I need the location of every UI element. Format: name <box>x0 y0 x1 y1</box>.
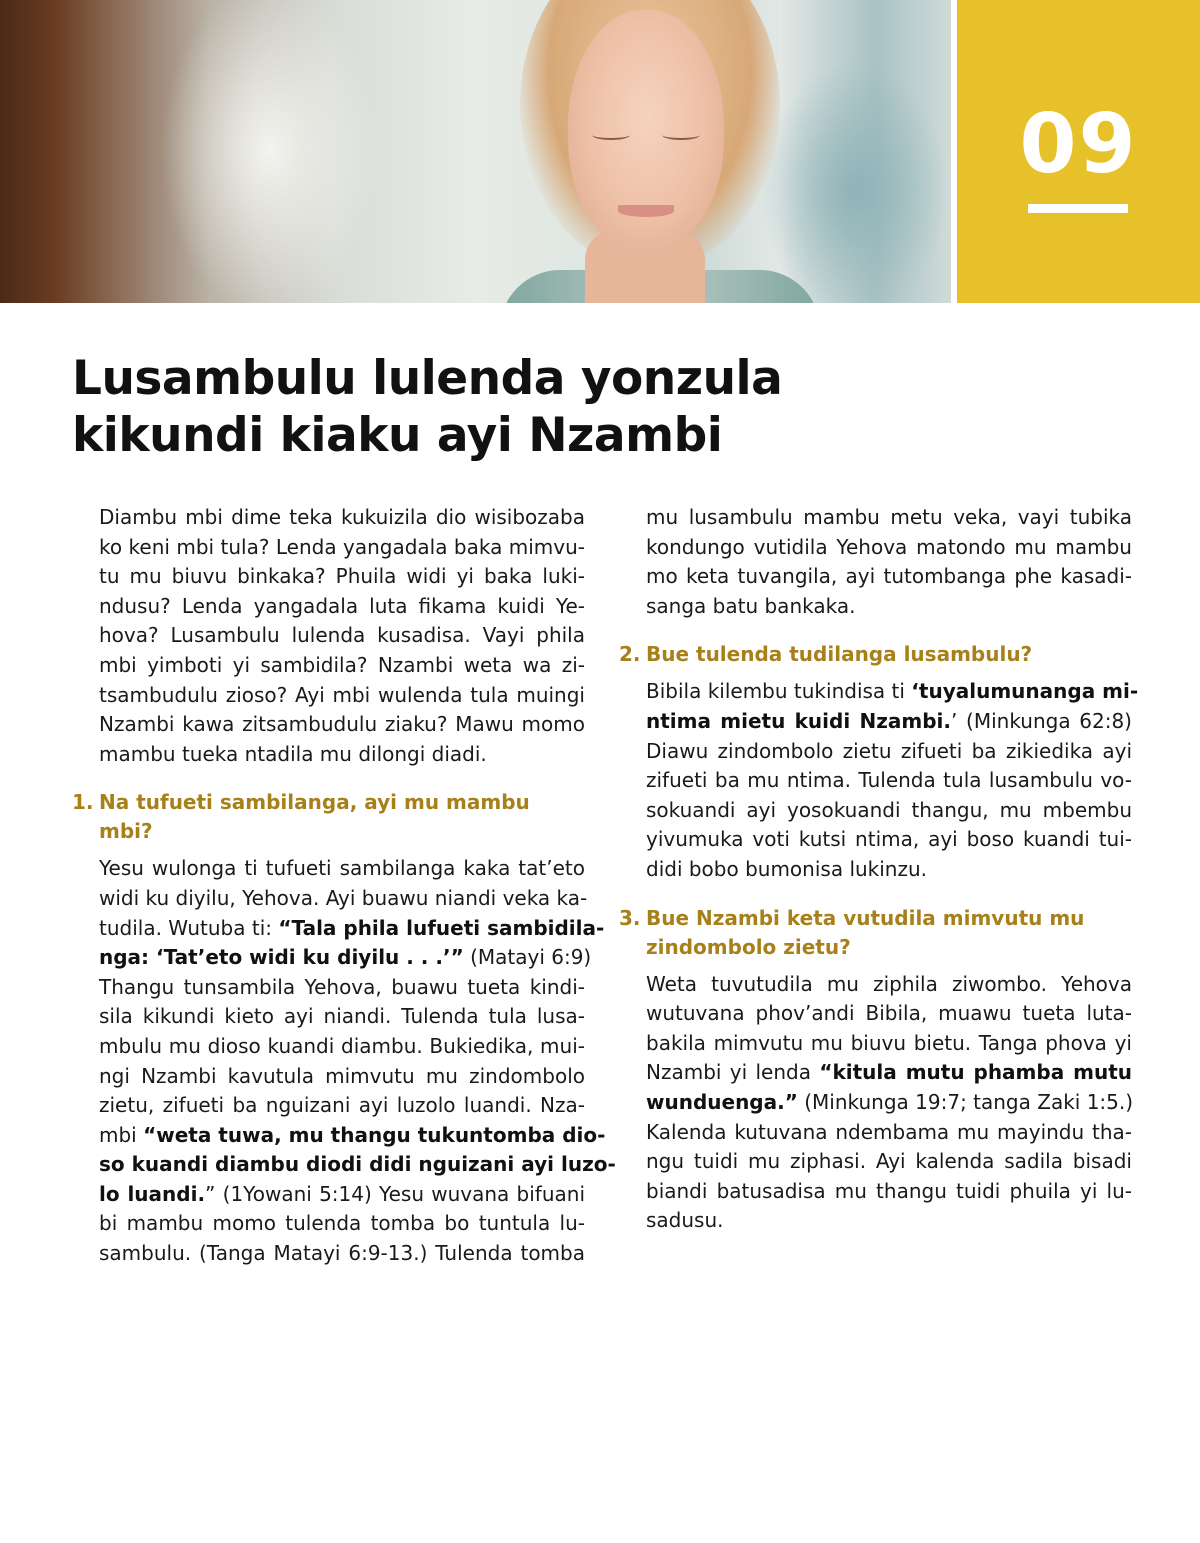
question-text <box>99 788 584 846</box>
text-run: mambu tueka ntadila mu dilongi diadi. <box>99 741 487 766</box>
question-line: Bue tulenda tudilanga lusambulu? <box>646 642 1033 667</box>
text-line <box>99 621 585 651</box>
text-line <box>646 970 1132 1000</box>
text-run: ngu tuidi mu ziphasi. Ayi kalenda sadila bisadi <box>646 1149 1132 1174</box>
text-line <box>646 503 1132 533</box>
text-run: Nzambi yi lenda <box>646 1060 820 1085</box>
text-line <box>99 1032 585 1062</box>
text-line <box>99 884 588 914</box>
chapter-underline <box>1028 204 1128 213</box>
text-line <box>646 1147 1132 1177</box>
paragraph <box>99 503 585 769</box>
text-run: tudila. Wutuba ti: <box>99 915 279 940</box>
text-run: widi ku diyilu, Yehova. Ayi buawu niandi veka ka- <box>99 885 588 910</box>
text-run: Yesu wulonga ti tufueti sambilanga kaka tat’eto <box>99 856 585 881</box>
photo-face <box>568 10 724 250</box>
text-run: biandi batusadisa mu thangu tuidi phuila yi lu- <box>646 1178 1132 1203</box>
emphasized-quote: lo luandi. <box>99 1181 206 1206</box>
emphasized-quote: so kuandi diambu diodi didi nguizani ayi luzo- <box>99 1152 616 1177</box>
emphasized-quote: “Tala phila lufueti sambidila- <box>278 915 605 940</box>
text-run: Thangu tunsambila Yehova, buawu tueta kindi- <box>99 974 585 999</box>
text-line <box>646 562 1132 592</box>
text-run: zifueti ba mu ntima. Tulenda tula lusambulu vo- <box>646 768 1132 793</box>
text-line <box>99 503 585 533</box>
text-run: mbi yimboti yi sambidila? Nzambi weta wa zi- <box>99 652 585 677</box>
text-run: mbulu mu dioso kuandi diambu. Bukiedika, mui- <box>99 1033 585 1058</box>
text-line <box>99 710 585 740</box>
text-line <box>646 855 1132 885</box>
text-line <box>646 999 1132 1029</box>
question-line: Bue Nzambi keta vutudila mimvutu mu <box>646 905 1085 930</box>
text-line <box>646 1029 1132 1059</box>
text-run: Bibila kilembu tukindisa ti <box>646 679 912 704</box>
text-run: ko keni mbi tula? Lenda yangadala baka mimvu- <box>99 534 585 559</box>
photo-background-light <box>160 0 380 303</box>
text-run: Kalenda kutuvana ndembama mu mayindu tha- <box>646 1119 1132 1144</box>
text-run: sokuandi ayi yosokuandi thangu, mu mbembu <box>646 797 1132 822</box>
text-line <box>646 1058 1132 1088</box>
paragraph <box>646 503 1132 621</box>
emphasized-quote: ntima mietu kuidi Nzambi. <box>646 708 951 733</box>
chapter-number: 09 <box>1019 97 1138 192</box>
text-run: tsambudulu zioso? Ayi mbi wulenda tula muingi <box>99 682 585 707</box>
text-line <box>99 1002 585 1032</box>
text-run: wutuvana phov’andi Bibila, muawu tueta luta- <box>646 1001 1132 1026</box>
text-line <box>99 651 585 681</box>
question-line: zindombolo zietu? <box>646 934 851 959</box>
text-run: hova? Lusambulu lulenda kusadisa. Vayi phila <box>99 623 585 648</box>
text-line <box>646 1088 1132 1118</box>
emphasized-quote: “weta tuwa, mu thangu tukuntomba dio- <box>143 1122 606 1147</box>
question-heading <box>619 640 1131 669</box>
column-left <box>72 503 616 1269</box>
paragraph <box>99 854 616 1268</box>
text-run: sila kikundi kieto ayi niandi. Tulenda tula lusa- <box>99 1004 585 1029</box>
text-line <box>646 677 1139 707</box>
closed-eye-right <box>662 130 700 140</box>
text-run: sadusu. <box>646 1208 724 1233</box>
text-line <box>99 1091 585 1121</box>
text-line <box>646 1118 1132 1148</box>
text-line <box>99 1150 616 1180</box>
text-line <box>99 973 585 1003</box>
title-line: Lusambulu lulenda yonzula <box>72 351 783 406</box>
emphasized-quote: “kitula mutu phamba mutu <box>819 1060 1133 1085</box>
text-run: Diambu mbi dime teka kukuizila dio wisibozaba <box>99 505 585 529</box>
text-line <box>646 707 1132 737</box>
title-line: kikundi kiaku ayi Nzambi <box>72 408 723 463</box>
header-photo <box>0 0 951 303</box>
text-line <box>646 1177 1132 1207</box>
text-run: mo keta tuvangila, ayi tutombanga phe kasadi- <box>646 564 1132 589</box>
paragraph <box>646 677 1139 884</box>
text-line <box>646 825 1132 855</box>
photo-background-window <box>760 60 950 303</box>
text-run: Diawu zindombolo zietu zifueti ba zikiedika ayi <box>646 738 1132 763</box>
question-number: 1. <box>72 790 94 815</box>
question-text <box>646 640 1131 669</box>
column-right <box>619 503 1139 1236</box>
text-line <box>99 562 585 592</box>
question-number: 2. <box>619 642 641 667</box>
text-run: ’ (Minkunga 62:8) <box>950 708 1132 733</box>
text-run: bi mambu momo tulenda tomba bo tuntula lu- <box>99 1211 585 1236</box>
smile <box>618 205 674 217</box>
text-line <box>99 533 585 563</box>
closed-eye-left <box>592 130 630 140</box>
text-line <box>646 737 1132 767</box>
emphasized-quote: nga: ‘Tat’eto widi ku diyilu . . .’” <box>99 945 464 970</box>
text-run: ndusu? Lenda yangadala luta fikama kuidi Ye- <box>99 593 585 618</box>
text-run: yivumuka voti kutsi ntima, ayi boso kuandi tui- <box>646 827 1132 852</box>
text-run: ngi Nzambi kavutula mimvutu mu zindombolo <box>99 1063 585 1088</box>
text-line <box>99 1239 585 1269</box>
text-line <box>646 533 1132 563</box>
text-line <box>99 1180 585 1210</box>
text-run: didi bobo bumonisa lukinzu. <box>646 856 928 881</box>
text-run: sambulu. (Tanga Matayi 6:9-13.) Tulenda tomba <box>99 1241 585 1266</box>
text-run: tu mu biuvu binkaka? Phuila widi yi baka luki- <box>99 564 585 589</box>
text-run: sanga batu bankaka. <box>646 593 856 618</box>
chapter-badge <box>957 0 1200 303</box>
emphasized-quote: wunduenga.” <box>646 1089 798 1114</box>
question-heading <box>72 788 584 846</box>
paragraph <box>646 970 1132 1236</box>
text-line <box>646 1206 1132 1236</box>
page-title <box>72 350 782 464</box>
question-text <box>646 904 1131 962</box>
text-run: Weta tuvutudila mu ziphila ziwombo. Yehova <box>646 971 1132 996</box>
text-run: (Matayi 6:9) <box>463 945 592 970</box>
text-run: kondungo vutidila Yehova matondo mu mambu <box>646 534 1132 559</box>
text-run: mbi <box>99 1122 144 1147</box>
text-line <box>99 1062 585 1092</box>
text-line <box>646 766 1132 796</box>
text-line <box>99 1121 606 1151</box>
text-line <box>99 681 585 711</box>
text-line <box>99 1209 585 1239</box>
text-line <box>646 796 1132 826</box>
text-run: bakila mimvutu mu biuvu bietu. Tanga phova yi <box>646 1030 1132 1055</box>
text-run: Nzambi kawa zitsambudulu ziaku? Mawu momo <box>99 712 585 737</box>
text-run: ” (1Yowani 5:14) Yesu wuvana bifuani <box>205 1181 585 1206</box>
text-line <box>646 592 1132 622</box>
text-run: (Minkunga 19:7; tanga Zaki 1:5.) <box>797 1089 1134 1114</box>
text-run: mu lusambulu mambu metu veka, vayi tubika <box>646 505 1132 529</box>
text-line <box>99 740 585 770</box>
text-run: zietu, zifueti ba nguizani ayi luzolo luandi. Nza- <box>99 1093 585 1118</box>
question-heading <box>619 904 1131 962</box>
question-line: Na tufueti sambilanga, ayi mu mambu mbi? <box>99 790 530 844</box>
text-line <box>99 914 605 944</box>
emphasized-quote: ‘tuyalumunanga mi- <box>911 679 1139 704</box>
text-line <box>99 943 592 973</box>
text-line <box>99 592 585 622</box>
text-line <box>99 854 585 884</box>
question-number: 3. <box>619 905 641 930</box>
